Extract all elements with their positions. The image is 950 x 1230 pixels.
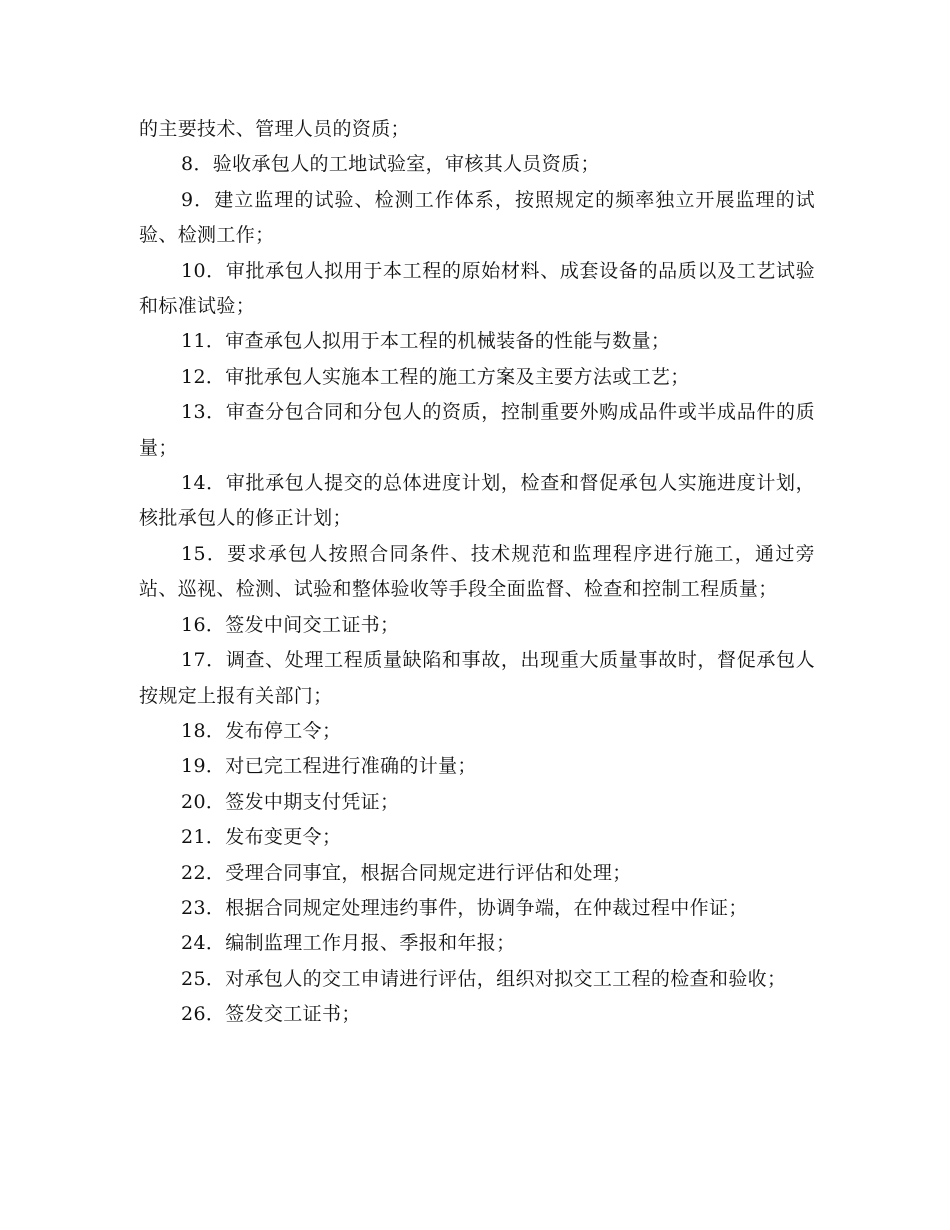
list-item-12: 12．审批承包人实施本工程的施工方案及主要方法或工艺；	[181, 365, 690, 388]
document-body	[139, 112, 815, 1033]
list-item-23: 23．根据合同规定处理违约事件，协调争端，在仲裁过程中作证；	[181, 896, 748, 919]
list-item-25: 25．对承包人的交工申请进行评估，组织对拟交工工程的检查和验收；	[181, 967, 787, 990]
list-item-22: 22．受理合同事宜，根据合同规定进行评估和处理；	[181, 861, 632, 884]
list-item-19: 19．对已完工程进行准确的计量；	[181, 755, 477, 778]
list-item-13: 13．审查分包合同和分包人的资质，控制重要外购成品件或半成品件的质量；	[139, 401, 815, 459]
list-item-16: 16．签发中间交工证书；	[181, 613, 400, 636]
list-item-18: 18．发布停工令；	[181, 719, 342, 742]
list-item-8: 8．验收承包人的工地试验室，审核其人员资质；	[181, 153, 600, 176]
list-item-15: 15．要求承包人按照合同条件、技术规范和监理程序进行施工，通过旁站、巡视、检测、试验和整体验收等手段全面监督、检查和控制工程质量；	[139, 542, 815, 601]
list-item-26: 26．签发交工证书；	[181, 1003, 361, 1026]
list-item-14: 14．审批承包人提交的总体进度计划，检查和督促承包人实施进度计划，核批承包人的修正计划；	[139, 472, 815, 530]
list-item-17: 17．调查、处理工程质量缺陷和事故，出现重大质量事故时，督促承包人按规定上报有关部门；	[139, 649, 815, 707]
list-item-21: 21．发布变更令；	[181, 826, 342, 849]
paragraph-continuation: 的主要技术、管理人员的资质；	[139, 118, 410, 140]
list-item-9: 9．建立监理的试验、检测工作体系，按照规定的频率独立开展监理的试验、检测工作；	[139, 188, 815, 247]
list-item-11: 11．审查承包人拟用于本工程的机械装备的性能与数量；	[181, 330, 671, 353]
list-item-10: 10．审批承包人拟用于本工程的原始材料、成套设备的品质以及工艺试验和标准试验；	[139, 259, 815, 318]
list-item-20: 20．签发中期支付凭证；	[181, 790, 400, 813]
list-item-24: 24．编制监理工作月报、季报和年报；	[181, 932, 516, 955]
